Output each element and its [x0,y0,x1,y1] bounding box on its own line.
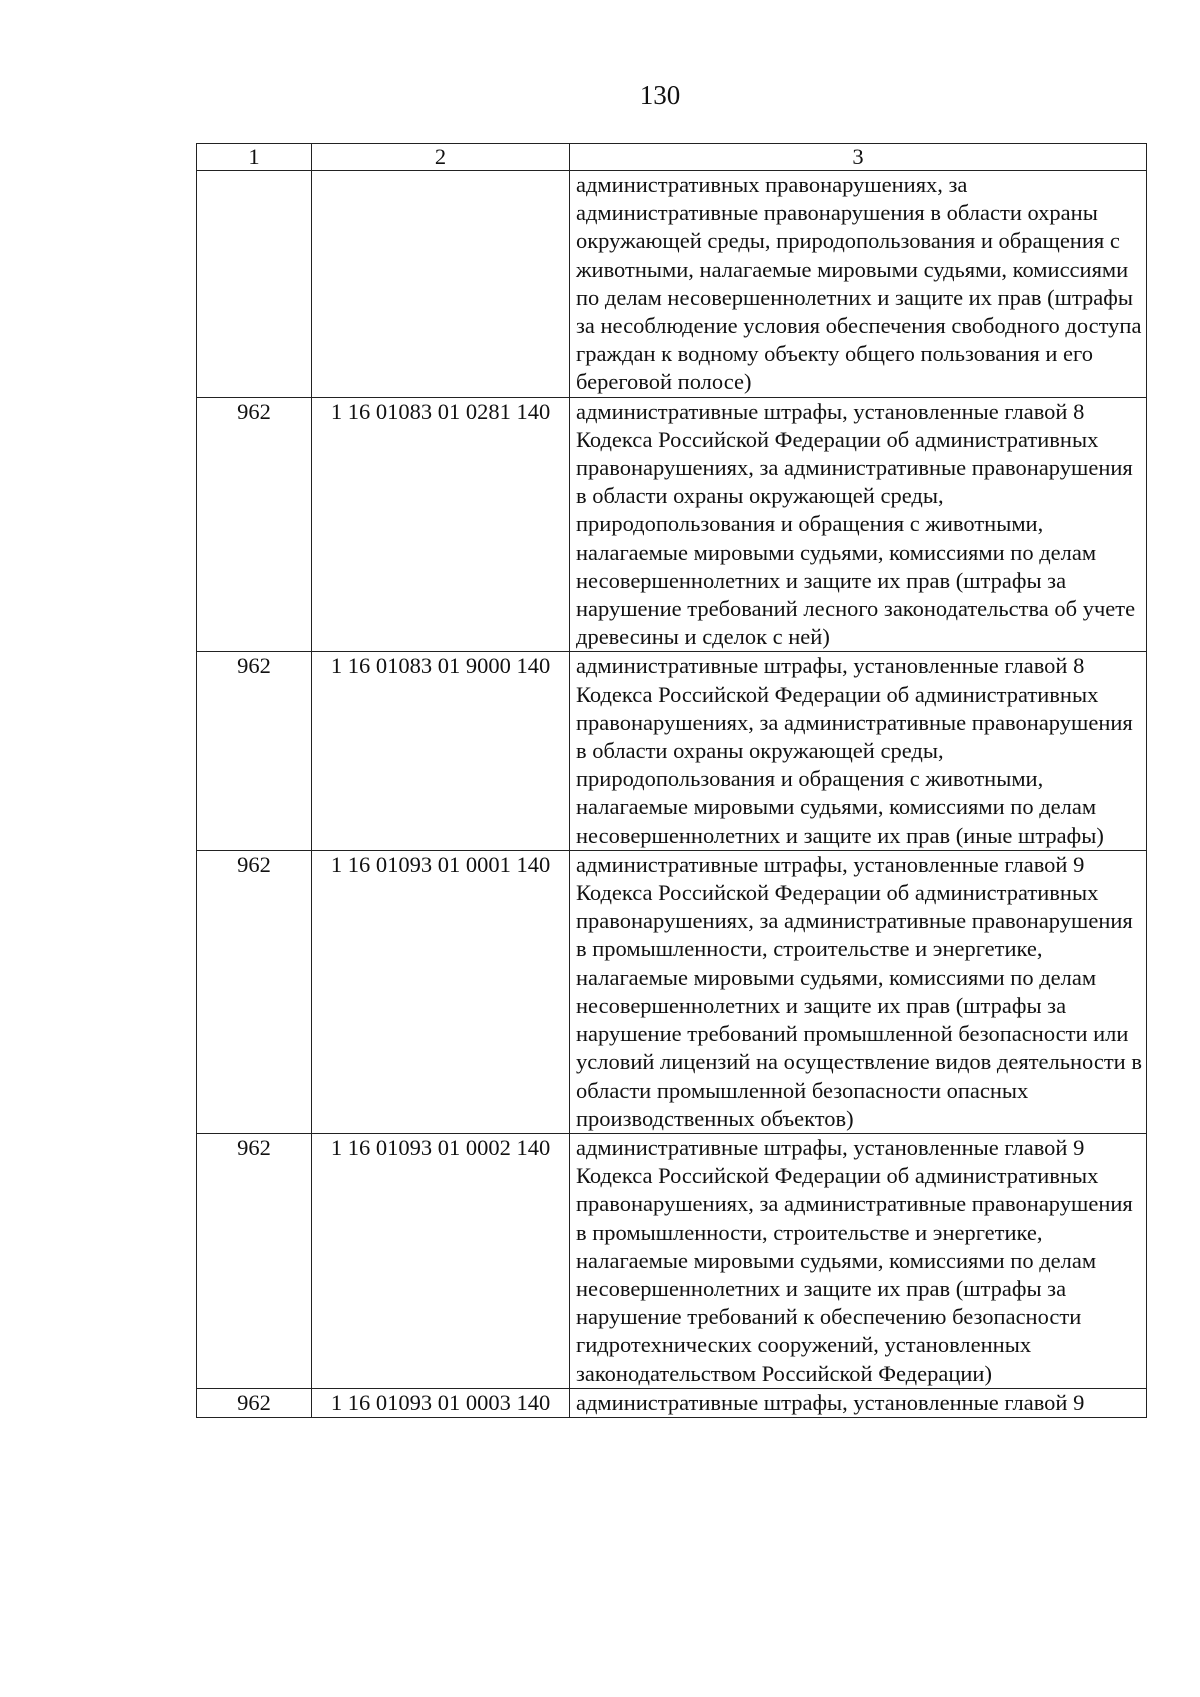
table-header-row [197,144,1147,171]
admin-code-cell: 962 [197,397,312,652]
admin-code-cell: 962 [197,1133,312,1388]
description-cell: административных правонарушениях, за административные правонарушения в области охраны окружающей среды, природопользования и обращения с животными, налагаемые мировыми судьями, комиссиями по делам несовершеннолетних и защите их прав (штрафы за несоблюдение условия обеспечения свободного доступа граждан к водному объекту общего пользования и его береговой полосе) [570,171,1147,398]
budget-code-cell: 1 16 01093 01 0003 140 [312,1388,570,1417]
description-cell: административные штрафы, установленные главой 8 Кодекса Российской Федерации об административных правонарушениях, за административные правонарушения в области охраны окружающей среды, природопользования и обращения с животными, налагаемые мировыми судьями, комиссиями по делам несовершеннолетних и защите их прав (штрафы за нарушение требований лесного законодательства об учете древесины и сделок с ней) [570,397,1147,652]
admin-code-cell: 962 [197,850,312,1133]
admin-code-cell [197,171,312,398]
budget-code-cell: 1 16 01083 01 0281 140 [312,397,570,652]
table-row [197,850,1147,1133]
description-cell: административные штрафы, установленные главой 9 Кодекса Российской Федерации об административных правонарушениях, за административные правонарушения в промышленности, строительстве и энергетике, налагаемые мировыми судьями, комиссиями по делам несовершеннолетних и защите их прав (штрафы за нарушение требований промышленной безопасности или условий лицензий на осуществление видов деятельности в области промышленной безопасности опасных производственных объектов) [570,850,1147,1133]
page-number: 130 [639,80,681,110]
column-header: 3 [570,144,1147,171]
table-row [197,171,1147,398]
description-cell: административные штрафы, установленные главой 9 [570,1388,1147,1417]
table-row [197,652,1147,850]
table-row [197,1133,1147,1388]
column-header: 1 [197,144,312,171]
admin-code-cell: 962 [197,652,312,850]
budget-code-cell: 1 16 01093 01 0002 140 [312,1133,570,1388]
admin-code-cell: 962 [197,1388,312,1417]
budget-codes-table [196,143,1147,1418]
budget-code-cell [312,171,570,398]
budget-codes-table-wrapper [196,143,1146,1418]
description-cell: административные штрафы, установленные главой 9 Кодекса Российской Федерации об административных правонарушениях, за административные правонарушения в промышленности, строительстве и энергетике, налагаемые мировыми судьями, комиссиями по делам несовершеннолетних и защите их прав (штрафы за нарушение требований к обеспечению безопасности гидротехнических сооружений, установленных законодательством Российской Федерации) [570,1133,1147,1388]
table-row [197,397,1147,652]
budget-code-cell: 1 16 01093 01 0001 140 [312,850,570,1133]
budget-code-cell: 1 16 01083 01 9000 140 [312,652,570,850]
description-cell: административные штрафы, установленные главой 8 Кодекса Российской Федерации об административных правонарушениях, за административные правонарушения в области охраны окружающей среды, природопользования и обращения с животными, налагаемые мировыми судьями, комиссиями по делам несовершеннолетних и защите их прав (иные штрафы) [570,652,1147,850]
table-row [197,1388,1147,1417]
column-header: 2 [312,144,570,171]
